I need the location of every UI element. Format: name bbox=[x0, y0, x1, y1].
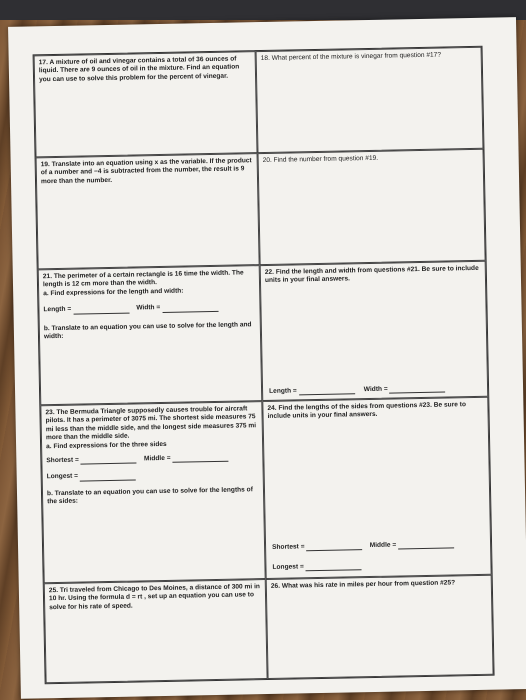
width-answer-line[interactable] bbox=[162, 305, 218, 313]
question-19-text: 19. Translate into an equation using x as the variable. If the product of a number and −4 is subtracted from the number, the result is 9 more than the number. bbox=[40, 157, 252, 186]
question-17-cell bbox=[34, 51, 258, 157]
middle-label: Middle = bbox=[143, 454, 171, 463]
middle-label: Middle = bbox=[369, 541, 397, 549]
question-19-cell bbox=[36, 153, 260, 269]
width-label: Width = bbox=[136, 304, 161, 312]
question-23-text: 23. The Bermuda Triangle supposedly causes trouble for aircraft pilots. It has a perimeter of 3075 mi. The shortest side measures 75 mi less than the middle side, and the longest side measures 375 mi more than the middle side. bbox=[45, 405, 257, 442]
question-23-part-b: b. Translate to an equation you can use to solve for the lengths of the sides: bbox=[46, 486, 253, 506]
question-24-answer-row-1 bbox=[272, 540, 454, 552]
shortest-answer-line[interactable] bbox=[306, 543, 362, 551]
question-18-text: 18. What percent of the mixture is vinegar from question #17? bbox=[260, 51, 442, 63]
shortest-label: Shortest = bbox=[272, 542, 305, 551]
question-25-text: 25. Tri traveled from Chicago to Des Moines, a distance of 300 mi in 10 hr. Using the formula d = rt , set up an equation you can use to solve for his rate of speed. bbox=[48, 583, 260, 612]
question-18-cell bbox=[256, 47, 484, 153]
question-21-text: 21. The perimeter of a certain rectangle is 16 time the width. The length is 12 cm more than the width. bbox=[42, 269, 244, 289]
longest-answer-line[interactable] bbox=[80, 473, 136, 481]
length-label: Length = bbox=[269, 386, 297, 395]
question-17-text: 17. A mixture of oil and vinegar contains a total of 36 ounces of liquid. There are 9 ounces of oil in the mixture. Find an equation you can use to solve this problem for the percent of vinegar. bbox=[38, 55, 240, 84]
question-21-answer-row bbox=[43, 302, 255, 314]
shortest-label: Shortest = bbox=[46, 456, 79, 465]
longest-label: Longest = bbox=[46, 473, 79, 481]
question-grid bbox=[33, 46, 495, 685]
question-26-text: 26. What was his rate in miles per hour from question #25? bbox=[270, 579, 456, 590]
question-24-answer-row-2 bbox=[272, 562, 361, 572]
width-answer-line[interactable] bbox=[389, 386, 445, 394]
question-25-cell bbox=[44, 579, 268, 683]
length-answer-line[interactable] bbox=[73, 306, 129, 314]
question-21-part-a: a. Find expressions for the length and width: bbox=[43, 287, 184, 298]
width-label: Width = bbox=[363, 385, 388, 393]
length-answer-line[interactable] bbox=[299, 387, 355, 395]
question-22-answer-row bbox=[269, 384, 446, 396]
question-21-cell bbox=[38, 265, 263, 405]
top-dark-strip bbox=[0, 0, 526, 20]
longest-label: Longest = bbox=[272, 562, 304, 571]
shortest-answer-line[interactable] bbox=[81, 457, 137, 465]
question-23-answer-row-1 bbox=[46, 453, 258, 465]
question-24-cell bbox=[262, 397, 491, 579]
length-label: Length = bbox=[43, 305, 72, 314]
middle-answer-line[interactable] bbox=[172, 455, 228, 463]
longest-answer-line[interactable] bbox=[306, 563, 362, 571]
question-22-text: 22. Find the length and width from questions #21. Be sure to include units in your final answers. bbox=[264, 264, 479, 285]
question-24-text: 24. Find the lengths of the sides from questions #23. Be sure to include units in your final answers. bbox=[267, 401, 467, 421]
middle-answer-line[interactable] bbox=[398, 541, 454, 549]
question-23-cell bbox=[40, 401, 265, 583]
question-21-part-b: b. Translate to an equation you can use to solve for the length and width: bbox=[43, 320, 252, 341]
question-20-text: 20. Find the number from question #19. bbox=[262, 154, 379, 165]
question-23-answer-row-2 bbox=[47, 470, 259, 482]
worksheet-paper bbox=[8, 17, 526, 699]
question-22-cell bbox=[260, 261, 489, 401]
question-26-cell bbox=[266, 575, 494, 679]
question-23-part-a: a. Find expressions for the three sides bbox=[46, 440, 167, 450]
question-20-cell bbox=[258, 149, 486, 265]
